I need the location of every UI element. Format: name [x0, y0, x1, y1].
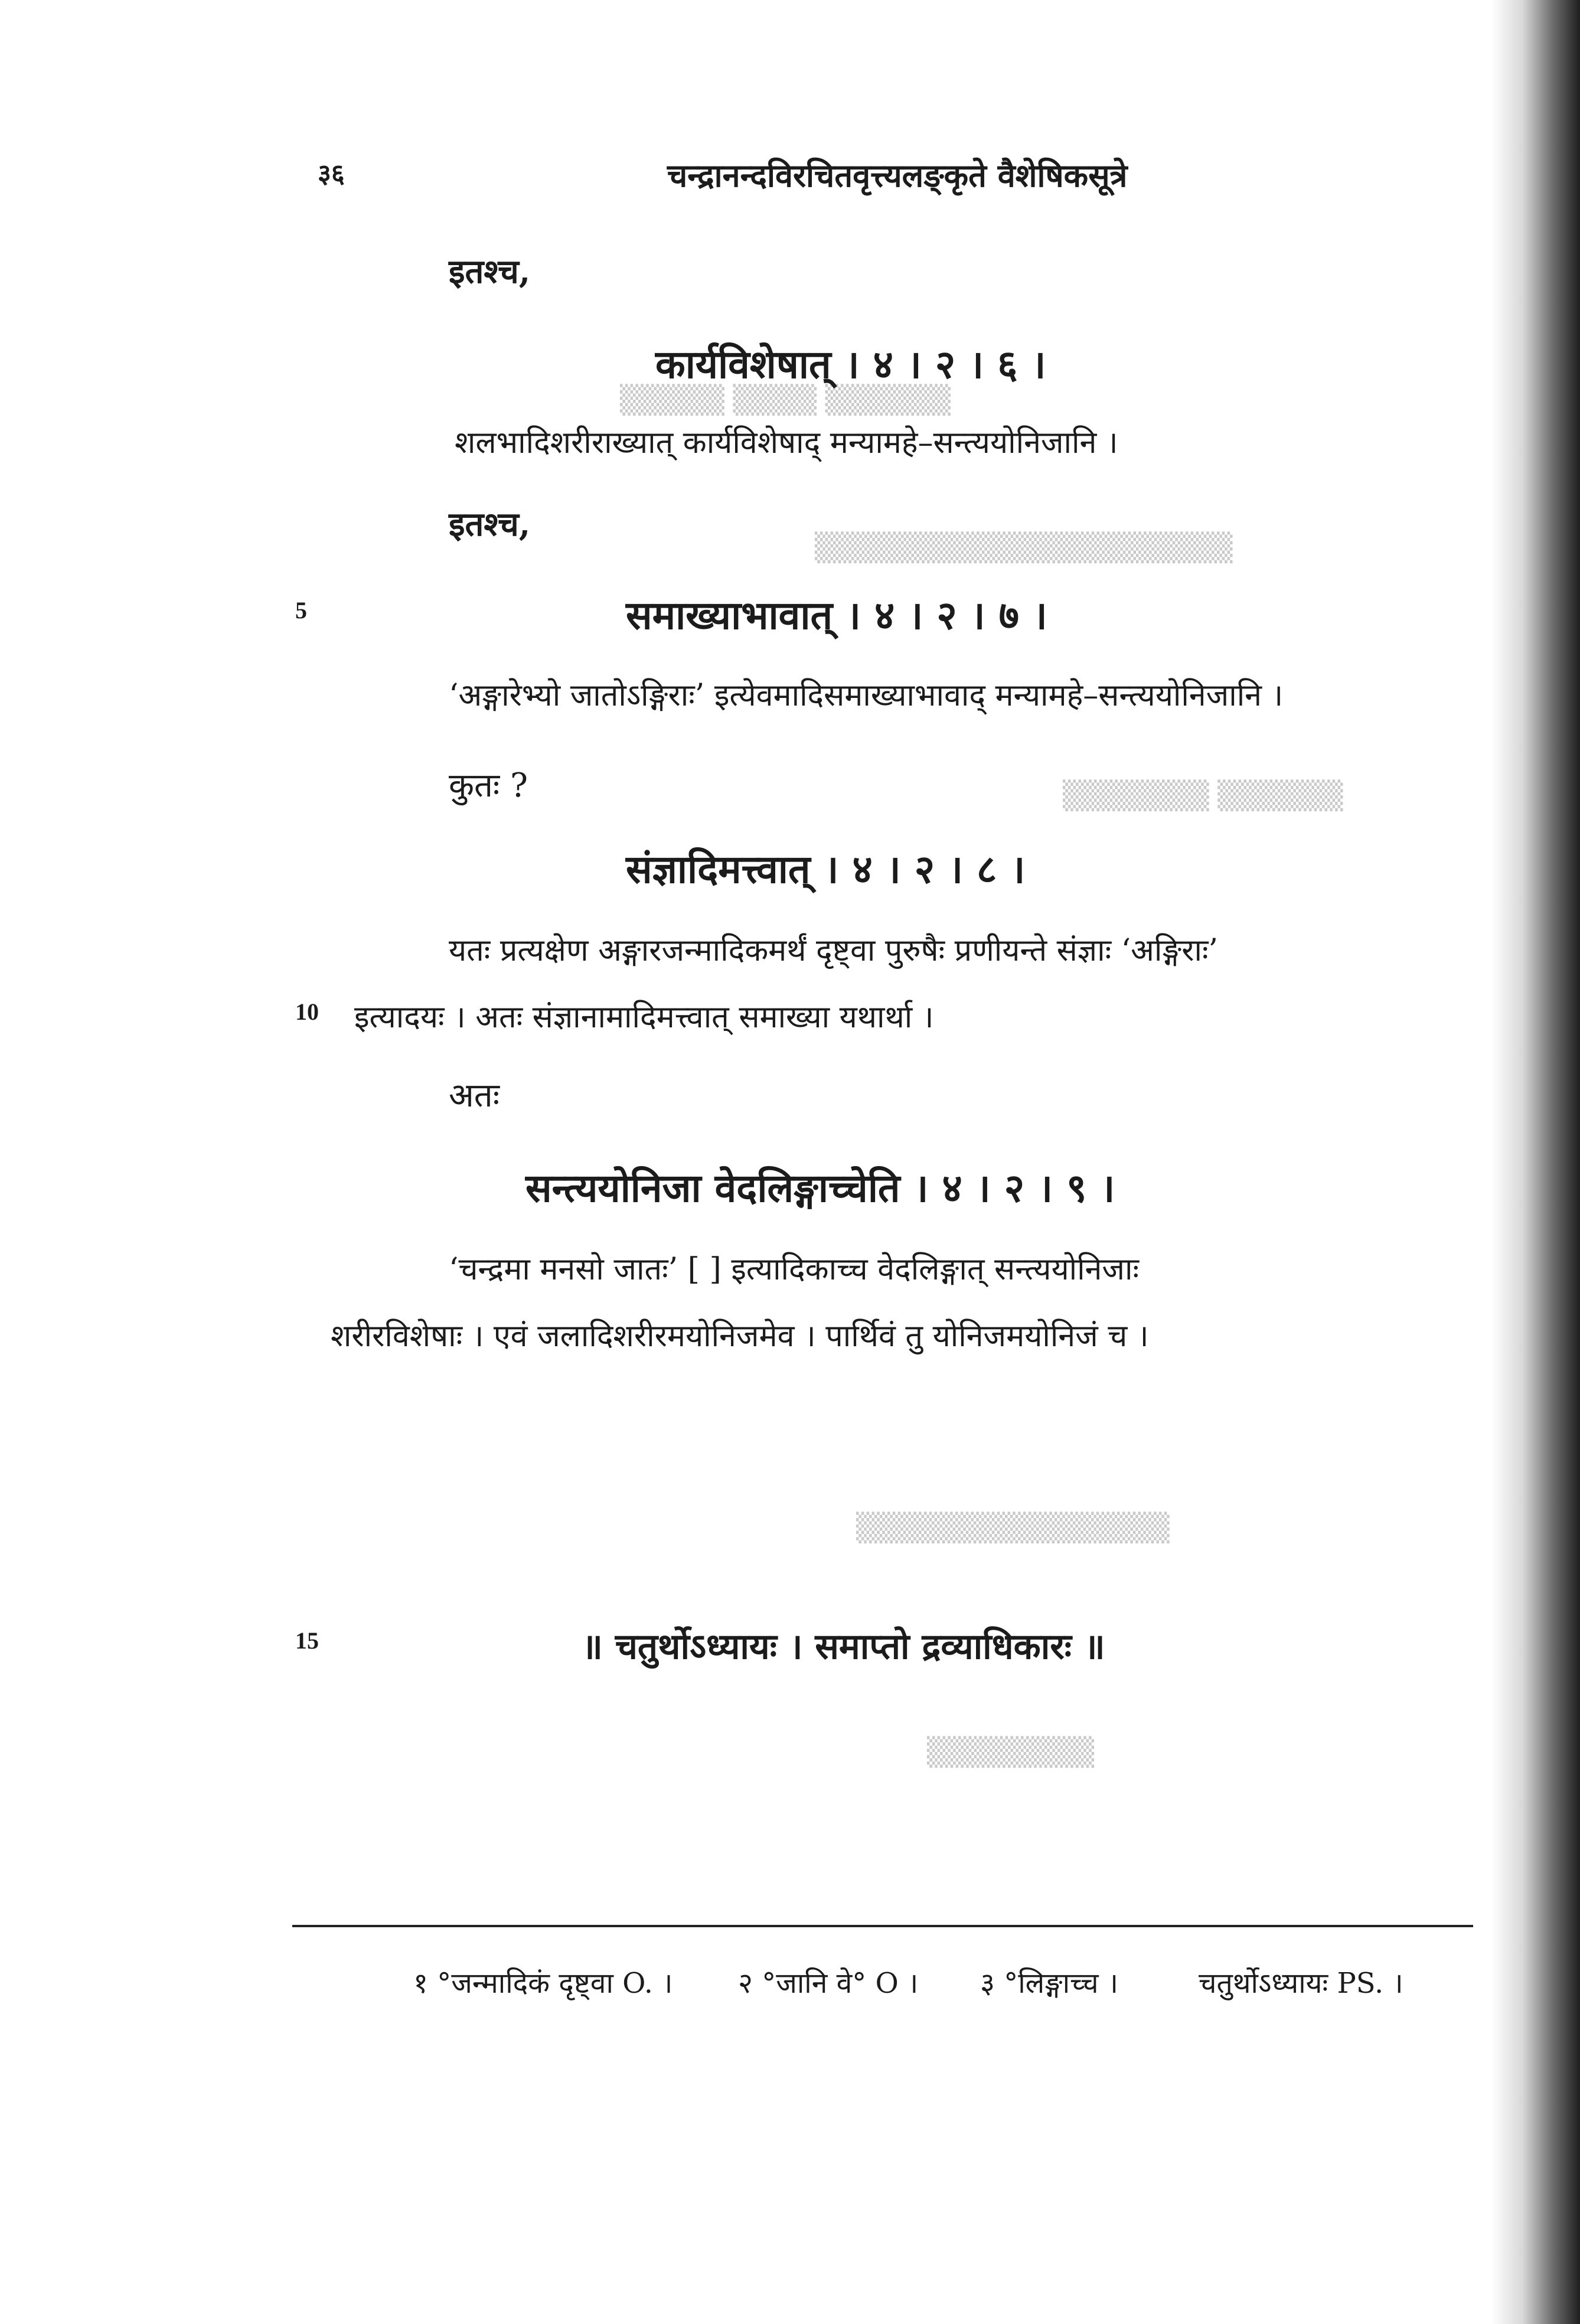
- intro-text: इतश्च,: [449, 505, 531, 544]
- page-edge-shadow: [1491, 0, 1580, 2324]
- bleed-through-text: ▒▒▒▒▒▒▒ ▒▒▒▒▒▒: [1063, 779, 1343, 811]
- commentary-7: ‘अङ्गारेभ्यो जातोऽङ्गिराः’ इत्येवमादिसमाख्याभावाद् मन्यामहे–सन्त्ययोनिजानि ।: [449, 678, 1284, 713]
- commentary-6: शलभादिशरीराख्यात् कार्यविशेषाद् मन्यामहे–सन्त्ययोनिजानि ।: [455, 425, 1118, 461]
- commentary-8-line-2: इत्यादयः । अतः संज्ञानामादिमत्त्वात् समाख्या यथार्था ।: [354, 1000, 934, 1035]
- bleed-through-text: ▒▒▒▒▒▒▒▒: [927, 1736, 1095, 1768]
- footnote-1: १ °जन्मादिकं दृष्ट्वा O. ।: [413, 1967, 673, 2000]
- sutra-8: संज्ञादिमत्त्वात् । ४ । २ । ८ ।: [626, 846, 1026, 892]
- footnote-2: २ °जानि वे° O ।: [738, 1967, 919, 2000]
- intro-text: कुतः ?: [449, 766, 528, 805]
- bleed-through-text: ▒▒▒▒▒ ▒▒▒▒ ▒▒▒▒▒▒: [620, 384, 951, 416]
- bleed-through-text: ▒▒▒▒▒▒▒▒▒▒▒▒▒▒▒▒▒▒▒▒: [815, 531, 1233, 563]
- sutra-6: कार्यविशेषात् । ४ । २ । ६ ।: [655, 341, 1046, 387]
- line-number: 5: [295, 597, 307, 624]
- chapter-colophon: ॥ चतुर्थोऽध्यायः । समाप्तो द्रव्याधिकारः ॥: [582, 1626, 1105, 1667]
- sutra-7: समाख्याभावात् । ४ । २ । ७ ।: [626, 592, 1047, 638]
- line-number: 10: [295, 998, 319, 1025]
- commentary-9-line-2: शरीरविशेषाः । एवं जलादिशरीरमयोनिजमेव । पार्थिवं तु योनिजमयोनिजं च ।: [331, 1318, 1149, 1354]
- footnote-4: चतुर्थोऽध्यायः PS. ।: [1199, 1967, 1403, 2000]
- running-header: चन्द्रानन्दविरचितवृत्त्यलङ्कृते वैशेषिकसूत्रे: [667, 156, 1128, 194]
- footnote-3: ३ °लिङ्गाच्च ।: [980, 1967, 1119, 2000]
- bleed-through-text: ▒▒▒▒▒▒▒▒▒▒▒▒▒▒▒: [856, 1512, 1170, 1543]
- sutra-9: सन्त्ययोनिजा वेदलिङ्गाच्चेति । ४ । २ । ९ ।: [525, 1165, 1115, 1211]
- line-number: 15: [295, 1627, 319, 1654]
- page-number: ३६: [318, 159, 345, 189]
- intro-text: अतः: [449, 1076, 500, 1115]
- commentary-8-line-1: यतः प्रत्यक्षेण अङ्गारजन्मादिकमर्थं दृष्ट्वा पुरुषैः प्रणीयन्ते संज्ञाः ‘अङ्गिराः’: [449, 933, 1219, 968]
- intro-text: इतश्च,: [449, 252, 531, 291]
- commentary-9-line-1: ‘चन्द्रमा मनसो जातः’ [ ] इत्यादिकाच्च वेदलिङ्गात् सन्त्ययोनिजाः: [449, 1252, 1139, 1287]
- footnote-separator: [292, 1925, 1473, 1927]
